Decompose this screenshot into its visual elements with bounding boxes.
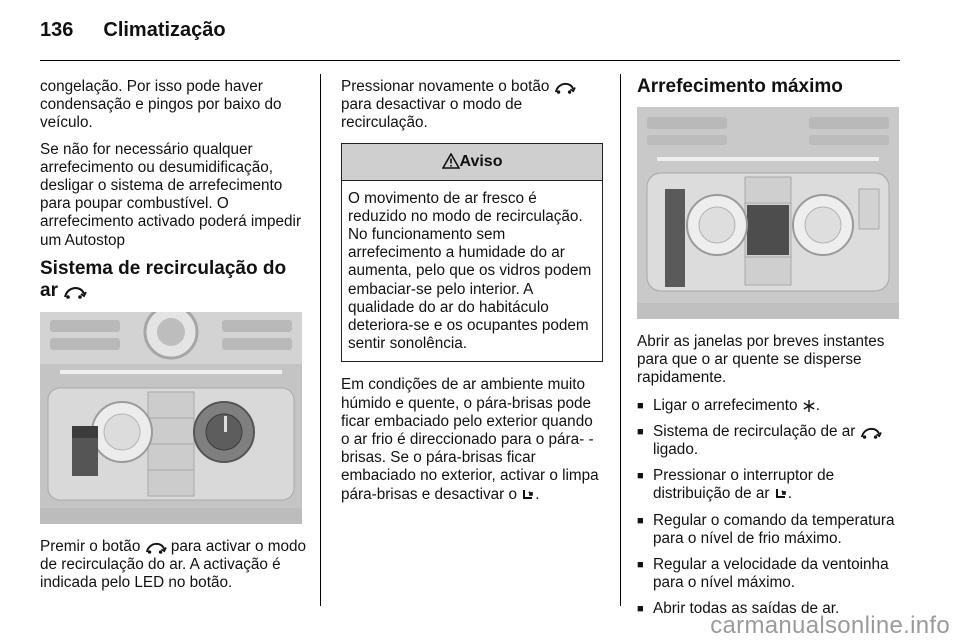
header-rule xyxy=(40,60,900,61)
page-title: Climatização xyxy=(103,19,226,41)
warning-box xyxy=(341,143,603,363)
column-divider-1 xyxy=(320,74,321,606)
col2-paragraph-1: Pressionar novamente o botão para desactivar o modo de recirculação. xyxy=(341,78,603,133)
recirculation-icon xyxy=(860,426,882,439)
warning-body: O movimento de ar fresco é reduzido no modo de recirculação. No funcionamento sem arrefecimento a humidade do ar aumenta, pelo que os vidros podem embaciar-se pelo interior. A qualidade do ar do habitáculo deteriora-se e os ocupantes podem sentir sonolência. xyxy=(348,189,592,353)
warning-triangle-icon xyxy=(442,153,460,169)
recirculation-icon xyxy=(145,541,167,554)
recirculation-icon xyxy=(63,285,87,299)
list-item: ■ Regular o comando da temperatura para o nível de frio máximo. xyxy=(637,512,905,548)
max-cooling-steps xyxy=(637,397,905,619)
air-distribution-icon xyxy=(774,487,788,501)
list-item: ■ Abrir todas as saídas de ar. xyxy=(637,600,905,618)
max-cooling-photo xyxy=(637,107,899,319)
list-item: ■ Regular a velocidade da ventoinha para o nível máximo. xyxy=(637,556,905,592)
column-3 xyxy=(637,76,905,627)
col2-paragraph-2: Em condições de ar ambiente muito húmido e quente, o pára-brisas pode ficar embaciado pelo exterior quando o ar frio é direccionado para o pára- -brisas. Se o pára-brisas ficar embaciado no exterior, activar o limpa pára-brisas e desactivar o . xyxy=(341,376,599,503)
list-item: ■ Pressionar o interruptor de distribuição de ar . xyxy=(637,467,905,503)
list-item: ■ Sistema de recirculação de ar ligado. xyxy=(637,423,905,459)
warning-header xyxy=(342,144,602,181)
page-number: 136 xyxy=(40,19,74,41)
column-1 xyxy=(40,78,308,600)
air-distribution-icon xyxy=(521,488,535,502)
column-2 xyxy=(341,78,603,512)
list-item: ■ Ligar o arrefecimento . xyxy=(637,397,905,415)
warning-title: Aviso xyxy=(459,152,503,170)
col3-paragraph-1: Abrir as janelas por breves instantes para que o ar quente se disperse rapidamente. xyxy=(637,333,885,387)
recirculation-button-photo xyxy=(40,312,302,524)
watermark: carmanualsonline.info xyxy=(710,612,950,639)
column-divider-2 xyxy=(620,74,621,606)
section-heading-recirculation: Sistema de recirculação do ar xyxy=(40,257,287,301)
col1-paragraph-1: congelação. Por isso pode haver condensação e pingos por baixo do veículo. xyxy=(40,78,282,132)
col1-paragraph-2: Se não for necessário qualquer arrefecimento ou desumidificação, desligar o sistema de arrefecimento para poupar combustível. O arrefecimento activado poderá impedir um Autostop xyxy=(40,140,302,249)
col1-paragraph-3: Premir o botão para activar o modo de recirculação do ar. A activação é indicada pelo LED no botão. xyxy=(40,537,307,592)
section-heading-max-cooling: Arrefecimento máximo xyxy=(637,76,843,97)
recirculation-icon xyxy=(554,81,576,94)
page-header xyxy=(40,19,226,42)
snowflake-icon xyxy=(802,399,816,413)
